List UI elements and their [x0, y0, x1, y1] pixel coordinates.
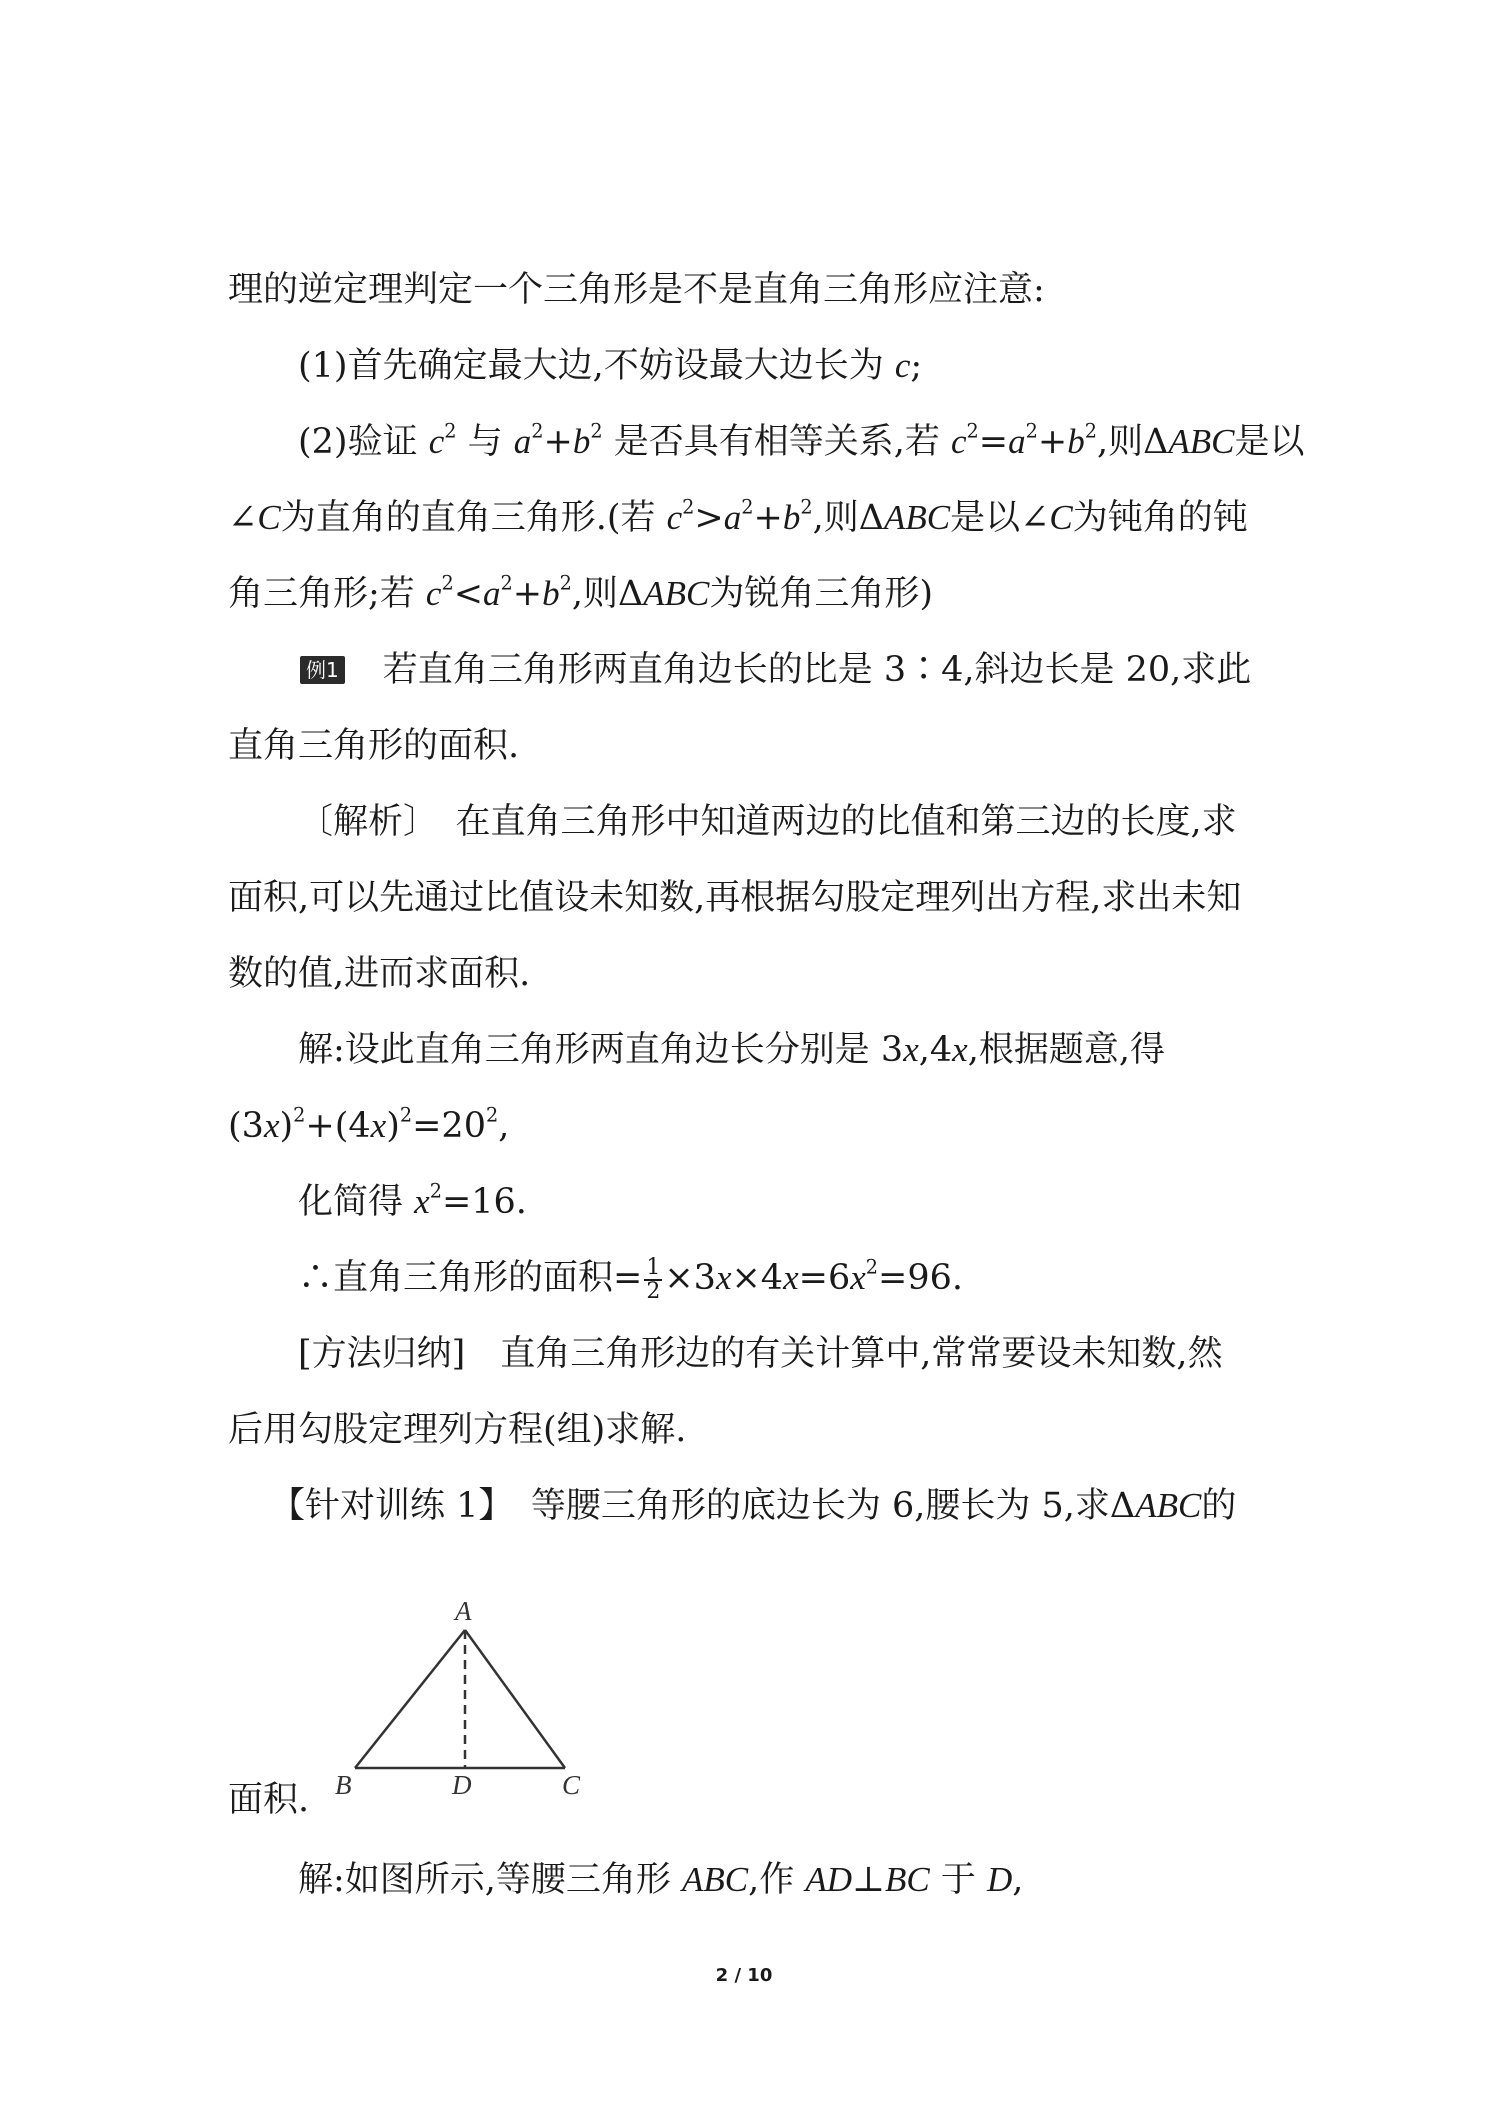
text-span: =20 — [412, 1106, 486, 1146]
side-ac — [465, 1630, 565, 1768]
text-span: ×4 — [731, 1258, 784, 1298]
text-span: 为锐角三角形) — [709, 574, 934, 614]
math-var: c — [666, 498, 683, 537]
text-span: 为直角的直角三角形.(若 — [280, 498, 667, 538]
math-op: + — [512, 574, 543, 614]
text-span: ×3 — [664, 1258, 716, 1298]
exponent: 2 — [559, 571, 572, 595]
vertex-label-a: A — [455, 1596, 472, 1626]
text-span: +(4 — [305, 1106, 371, 1146]
text-line — [298, 418, 1348, 466]
text-line — [298, 342, 1348, 390]
math-var: c — [428, 422, 445, 461]
text-span: =96. — [878, 1258, 964, 1298]
side-ab — [355, 1630, 465, 1768]
math-op: + — [1037, 422, 1068, 462]
text-line: 数的值,进而求面积. — [228, 954, 531, 994]
vertex-label-c: C — [562, 1770, 581, 1800]
math-var: a — [513, 422, 532, 461]
math-var: C — [1049, 498, 1073, 537]
fraction-numerator: 1 — [646, 1254, 661, 1280]
math-var: ABC — [682, 1860, 749, 1899]
text-span: ; — [910, 346, 923, 386]
example-line — [300, 646, 1350, 694]
text-span: 解:如图所示,等腰三角形 — [298, 1860, 683, 1900]
text-span: 是以 — [1234, 422, 1305, 462]
math-var: ABC — [883, 498, 951, 537]
text-span: 与 — [456, 422, 514, 462]
example-badge: 例1 — [300, 656, 345, 684]
text-line — [270, 1482, 1320, 1530]
exponent: 2 — [500, 571, 513, 595]
math-op: ⊥ — [852, 1860, 885, 1900]
text-span: 解:设此直角三角形两直角边长分别是 3 — [298, 1030, 904, 1070]
exponent: 2 — [441, 571, 454, 595]
text-span: (1)首先确定最大边,不妨设最大边长为 — [298, 346, 895, 386]
math-var: x — [370, 1106, 387, 1145]
math-var: x — [850, 1258, 866, 1297]
text-line: 理的逆定理判定一个三角形是不是直角三角形应注意: — [228, 270, 1045, 310]
fraction-denominator: 2 — [646, 1278, 661, 1304]
text-span: ,4 — [918, 1030, 953, 1070]
text-line: 〔解析〕 在直角三角形中知道两边的比值和第三边的长度,求 — [298, 802, 1237, 842]
math-op: = — [978, 422, 1009, 462]
text-span: , — [498, 1106, 510, 1146]
text-line: 直角三角形的面积. — [228, 726, 520, 766]
text-span: =6 — [798, 1258, 851, 1298]
text-span: ∠ — [228, 498, 258, 538]
text-line: [方法归纳] 直角三角形边的有关计算中,常常要设未知数,然 — [298, 1334, 1223, 1374]
math-op: + — [543, 422, 573, 462]
text-line — [298, 1856, 1348, 1904]
math-var: AD — [805, 1860, 853, 1899]
math-var: D — [987, 1860, 1013, 1899]
page-number: 2 / 10 — [715, 1965, 773, 1986]
exponent: 2 — [590, 419, 603, 443]
math-var: c — [425, 574, 442, 613]
fraction — [644, 1254, 662, 1304]
exponent: 2 — [429, 1179, 442, 1203]
vertex-label-d: D — [452, 1770, 472, 1800]
math-var: c — [951, 422, 967, 461]
math-var: BC — [885, 1860, 930, 1899]
text-line: 面积. — [228, 1780, 310, 1820]
math-var: x — [783, 1258, 799, 1297]
vertex-label-b: B — [335, 1770, 352, 1800]
math-var: ABC — [643, 574, 710, 613]
math-op: > — [694, 498, 724, 538]
exponent: 2 — [531, 419, 544, 443]
exponent: 2 — [293, 1103, 306, 1127]
math-var: x — [952, 1030, 968, 1069]
math-var: b — [572, 422, 591, 461]
text-line — [228, 494, 1278, 542]
text-line: 面积,可以先通过比值设未知数,再根据勾股定理列出方程,求出未知 — [228, 878, 1242, 918]
math-var: c — [894, 346, 911, 385]
text-line — [298, 1178, 1348, 1226]
text-line: 后用勾股定理列方程(组)求解. — [228, 1410, 687, 1450]
math-var: x — [903, 1030, 919, 1069]
text-span: 若直角三角形两直角边长的比是 3∶4,斜边长是 20,求此 — [382, 650, 1252, 690]
exponent: 2 — [865, 1255, 879, 1279]
text-line — [228, 570, 1278, 618]
text-span: 是否具有相等关系,若 — [602, 422, 951, 462]
exponent: 2 — [1084, 419, 1097, 443]
exponent: 2 — [741, 495, 754, 519]
text-span: ,根据题意,得 — [967, 1030, 1165, 1070]
math-var: x — [715, 1258, 732, 1297]
text-line — [298, 1026, 1348, 1074]
math-var: ABC — [1168, 422, 1235, 461]
text-span: (2)验证 — [298, 422, 429, 462]
math-op: + — [753, 498, 783, 538]
exponent: 2 — [682, 495, 695, 519]
exponent: 2 — [800, 495, 813, 519]
math-var: b — [542, 574, 560, 613]
text-span: 的 — [1201, 1486, 1237, 1526]
text-span: ,则Δ — [1096, 422, 1169, 462]
text-span: 为钝角的钝 — [1072, 498, 1248, 538]
exponent: 2 — [966, 419, 979, 443]
math-var: a — [723, 498, 742, 537]
text-span: 【针对训练 1】 等腰三角形的底边长为 6,腰长为 5,求Δ — [270, 1486, 1136, 1526]
math-var: x — [414, 1182, 430, 1221]
text-line — [228, 1102, 1278, 1150]
text-span: ) — [279, 1106, 294, 1146]
math-var: C — [257, 498, 281, 537]
text-span: ,则Δ — [571, 574, 644, 614]
text-span: (3 — [228, 1106, 264, 1146]
text-span: 是以∠ — [950, 498, 1050, 538]
text-span: 化简得 — [298, 1182, 415, 1222]
math-var: ABC — [1135, 1486, 1202, 1525]
exponent: 2 — [485, 1103, 499, 1127]
text-span: ) — [386, 1106, 400, 1146]
text-span: =16. — [441, 1182, 527, 1222]
text-span: ∴直角三角形的面积= — [298, 1258, 643, 1298]
text-span: , — [1012, 1860, 1024, 1900]
math-op: < — [453, 574, 484, 614]
math-var: b — [782, 498, 801, 537]
text-span: 角三角形;若 — [228, 574, 426, 614]
text-span: ,作 — [748, 1860, 806, 1900]
math-var: a — [483, 574, 501, 613]
text-span: 于 — [929, 1860, 987, 1900]
math-var: a — [1008, 422, 1026, 461]
exponent: 2 — [1025, 419, 1038, 443]
math-var: x — [263, 1106, 280, 1145]
exponent: 2 — [399, 1103, 413, 1127]
exponent: 2 — [444, 419, 457, 443]
text-line — [298, 1254, 1348, 1303]
text-span: ,则Δ — [812, 498, 884, 538]
math-var: b — [1067, 422, 1085, 461]
